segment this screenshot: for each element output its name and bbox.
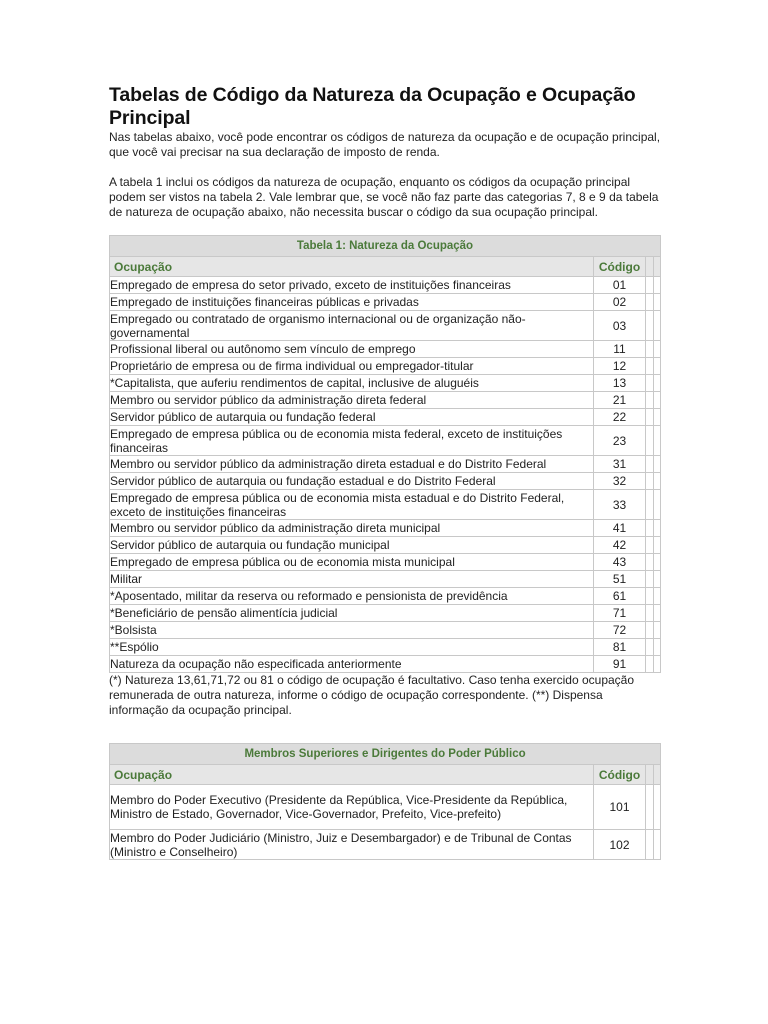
spacer-cell [646, 588, 654, 605]
table-row [110, 622, 661, 639]
spacer-cell [654, 456, 661, 473]
table-caption: Membros Superiores e Dirigentes do Poder Público [110, 744, 661, 765]
spacer-cell [646, 571, 654, 588]
spacer-cell [654, 571, 661, 588]
code-cell: 23 [594, 426, 646, 456]
table-row [110, 426, 661, 456]
occupation-cell: *Aposentado, militar da reserva ou reformado e pensionista de previdência [110, 588, 594, 605]
occupation-cell: Servidor público de autarquia ou fundação municipal [110, 537, 594, 554]
table-row [110, 554, 661, 571]
code-cell: 13 [594, 375, 646, 392]
table-row [110, 785, 661, 830]
table-row [110, 830, 661, 860]
occupation-cell: *Bolsista [110, 622, 594, 639]
code-cell: 102 [594, 830, 646, 860]
code-cell: 02 [594, 294, 646, 311]
occupation-cell: Servidor público de autarquia ou fundação estadual e do Distrito Federal [110, 473, 594, 490]
spacer-cell [654, 311, 661, 341]
intro-paragraph-2: A tabela 1 inclui os códigos da natureza de ocupação, enquanto os códigos da ocupação principal podem ser vistos na tabela 2. Vale lembrar que, se você não faz parte das categorias 7, 8 e 9 da tabela de natureza de ocupação abaixo, não necessita buscar o código da sua ocupação principal. [109, 175, 659, 219]
spacer-cell [654, 537, 661, 554]
occupation-cell: Empregado ou contratado de organismo internacional ou de organização não-governamental [110, 311, 594, 341]
occupation-cell: Servidor público de autarquia ou fundação federal [110, 409, 594, 426]
code-cell: 101 [594, 785, 646, 830]
spacer-cell [646, 375, 654, 392]
spacer-cell [646, 311, 654, 341]
spacer-cell [654, 341, 661, 358]
spacer-cell [646, 520, 654, 537]
spacer-cell [654, 639, 661, 656]
header-spacer-cell [646, 765, 654, 785]
occupation-cell: Proprietário de empresa ou de firma individual ou empregador-titular [110, 358, 594, 375]
spacer-cell [654, 785, 661, 830]
spacer-cell [654, 473, 661, 490]
spacer-cell [654, 554, 661, 571]
spacer-cell [646, 639, 654, 656]
code-cell: 11 [594, 341, 646, 358]
occupation-cell: Membro do Poder Judiciário (Ministro, Juiz e Desembargador) e de Tribunal de Contas (Ministro e Conselheiro) [110, 830, 594, 860]
occupation-cell: Empregado de empresa pública ou de economia mista municipal [110, 554, 594, 571]
table-row [110, 520, 661, 537]
spacer-cell [646, 622, 654, 639]
spacer-cell [646, 277, 654, 294]
spacer-cell [654, 277, 661, 294]
table-row [110, 490, 661, 520]
code-cell: 81 [594, 639, 646, 656]
table-row [110, 392, 661, 409]
code-cell: 22 [594, 409, 646, 426]
table-row [110, 473, 661, 490]
code-cell: 51 [594, 571, 646, 588]
spacer-cell [654, 490, 661, 520]
table-row [110, 588, 661, 605]
spacer-cell [646, 341, 654, 358]
occupation-cell: Natureza da ocupação não especificada anteriormente [110, 656, 594, 673]
table-body [110, 277, 661, 673]
column-header-code: Código [594, 765, 646, 785]
table-row [110, 605, 661, 622]
code-cell: 71 [594, 605, 646, 622]
spacer-cell [646, 392, 654, 409]
table-row [110, 294, 661, 311]
spacer-cell [646, 537, 654, 554]
page-title: Tabelas de Código da Natureza da Ocupação e Ocupação Principal [109, 84, 636, 129]
spacer-cell [646, 456, 654, 473]
footnote: (*) Natureza 13,61,71,72 ou 81 o código de ocupação é facultativo. Caso tenha exercido ocupação remunerada de outra natureza, informe o código de ocupação correspondente. (**) Dispensa informação da ocupação principal. [109, 673, 635, 717]
spacer-cell [646, 294, 654, 311]
spacer-cell [654, 392, 661, 409]
table-row [110, 571, 661, 588]
occupation-cell: Profissional liberal ou autônomo sem vínculo de emprego [110, 341, 594, 358]
occupation-cell: Membro ou servidor público da administração direta municipal [110, 520, 594, 537]
occupation-cell: Membro ou servidor público da administração direta estadual e do Distrito Federal [110, 456, 594, 473]
occupation-cell: Membro ou servidor público da administração direta federal [110, 392, 594, 409]
code-cell: 72 [594, 622, 646, 639]
document-content [109, 84, 661, 860]
table-row [110, 656, 661, 673]
spacer-cell [654, 358, 661, 375]
spacer-cell [646, 358, 654, 375]
spacer-cell [646, 830, 654, 860]
code-cell: 41 [594, 520, 646, 537]
code-cell: 31 [594, 456, 646, 473]
header-spacer-cell [654, 257, 661, 277]
code-cell: 91 [594, 656, 646, 673]
occupation-cell: *Beneficiário de pensão alimentícia judicial [110, 605, 594, 622]
spacer-cell [646, 426, 654, 456]
spacer-cell [654, 426, 661, 456]
column-header-code: Código [594, 257, 646, 277]
code-cell: 32 [594, 473, 646, 490]
spacer-cell [646, 785, 654, 830]
table-row [110, 409, 661, 426]
occupation-cell: **Espólio [110, 639, 594, 656]
code-cell: 03 [594, 311, 646, 341]
code-cell: 61 [594, 588, 646, 605]
code-cell: 01 [594, 277, 646, 294]
occupation-cell: Empregado de instituições financeiras públicas e privadas [110, 294, 594, 311]
column-header-occupation: Ocupação [110, 257, 594, 277]
code-cell: 33 [594, 490, 646, 520]
table-body [110, 785, 661, 860]
occupation-cell: Empregado de empresa pública ou de economia mista estadual e do Distrito Federal, exceto de instituições financeiras [110, 490, 594, 520]
spacer-cell [654, 656, 661, 673]
spacer-cell [654, 520, 661, 537]
code-cell: 12 [594, 358, 646, 375]
occupation-cell: Empregado de empresa do setor privado, exceto de instituições financeiras [110, 277, 594, 294]
table-row [110, 639, 661, 656]
occupation-cell: Militar [110, 571, 594, 588]
occupation-cell: *Capitalista, que auferiu rendimentos de capital, inclusive de aluguéis [110, 375, 594, 392]
table-row [110, 358, 661, 375]
spacer-cell [646, 473, 654, 490]
header-spacer-cell [654, 765, 661, 785]
code-cell: 43 [594, 554, 646, 571]
spacer-cell [646, 656, 654, 673]
spacer-cell [654, 605, 661, 622]
spacer-cell [654, 294, 661, 311]
spacer-cell [646, 605, 654, 622]
occupation-cell: Empregado de empresa pública ou de economia mista federal, exceto de instituições financeiras [110, 426, 594, 456]
table-caption: Tabela 1: Natureza da Ocupação [110, 236, 661, 257]
table-row [110, 341, 661, 358]
spacer-cell [654, 409, 661, 426]
header-spacer-cell [646, 257, 654, 277]
intro-paragraph-1: Nas tabelas abaixo, você pode encontrar os códigos de natureza da ocupação e de ocupação principal, que você vai precisar na sua declaração de imposto de renda. [109, 130, 661, 159]
occupation-nature-table [109, 235, 661, 673]
table-row [110, 311, 661, 341]
public-power-members-table [109, 743, 661, 860]
code-cell: 42 [594, 537, 646, 554]
spacer-cell [646, 554, 654, 571]
occupation-cell: Membro do Poder Executivo (Presidente da República, Vice-Presidente da República, Ministro de Estado, Governador, Vice-Governador, Prefeito, Vice-prefeito) [110, 785, 594, 830]
spacer-cell [654, 830, 661, 860]
code-cell: 21 [594, 392, 646, 409]
spacer-cell [654, 375, 661, 392]
table-row [110, 375, 661, 392]
column-header-occupation: Ocupação [110, 765, 594, 785]
spacer-cell [646, 490, 654, 520]
table-row [110, 277, 661, 294]
spacer-cell [654, 622, 661, 639]
table-row [110, 456, 661, 473]
table-row [110, 537, 661, 554]
spacer-cell [646, 409, 654, 426]
spacer-cell [654, 588, 661, 605]
